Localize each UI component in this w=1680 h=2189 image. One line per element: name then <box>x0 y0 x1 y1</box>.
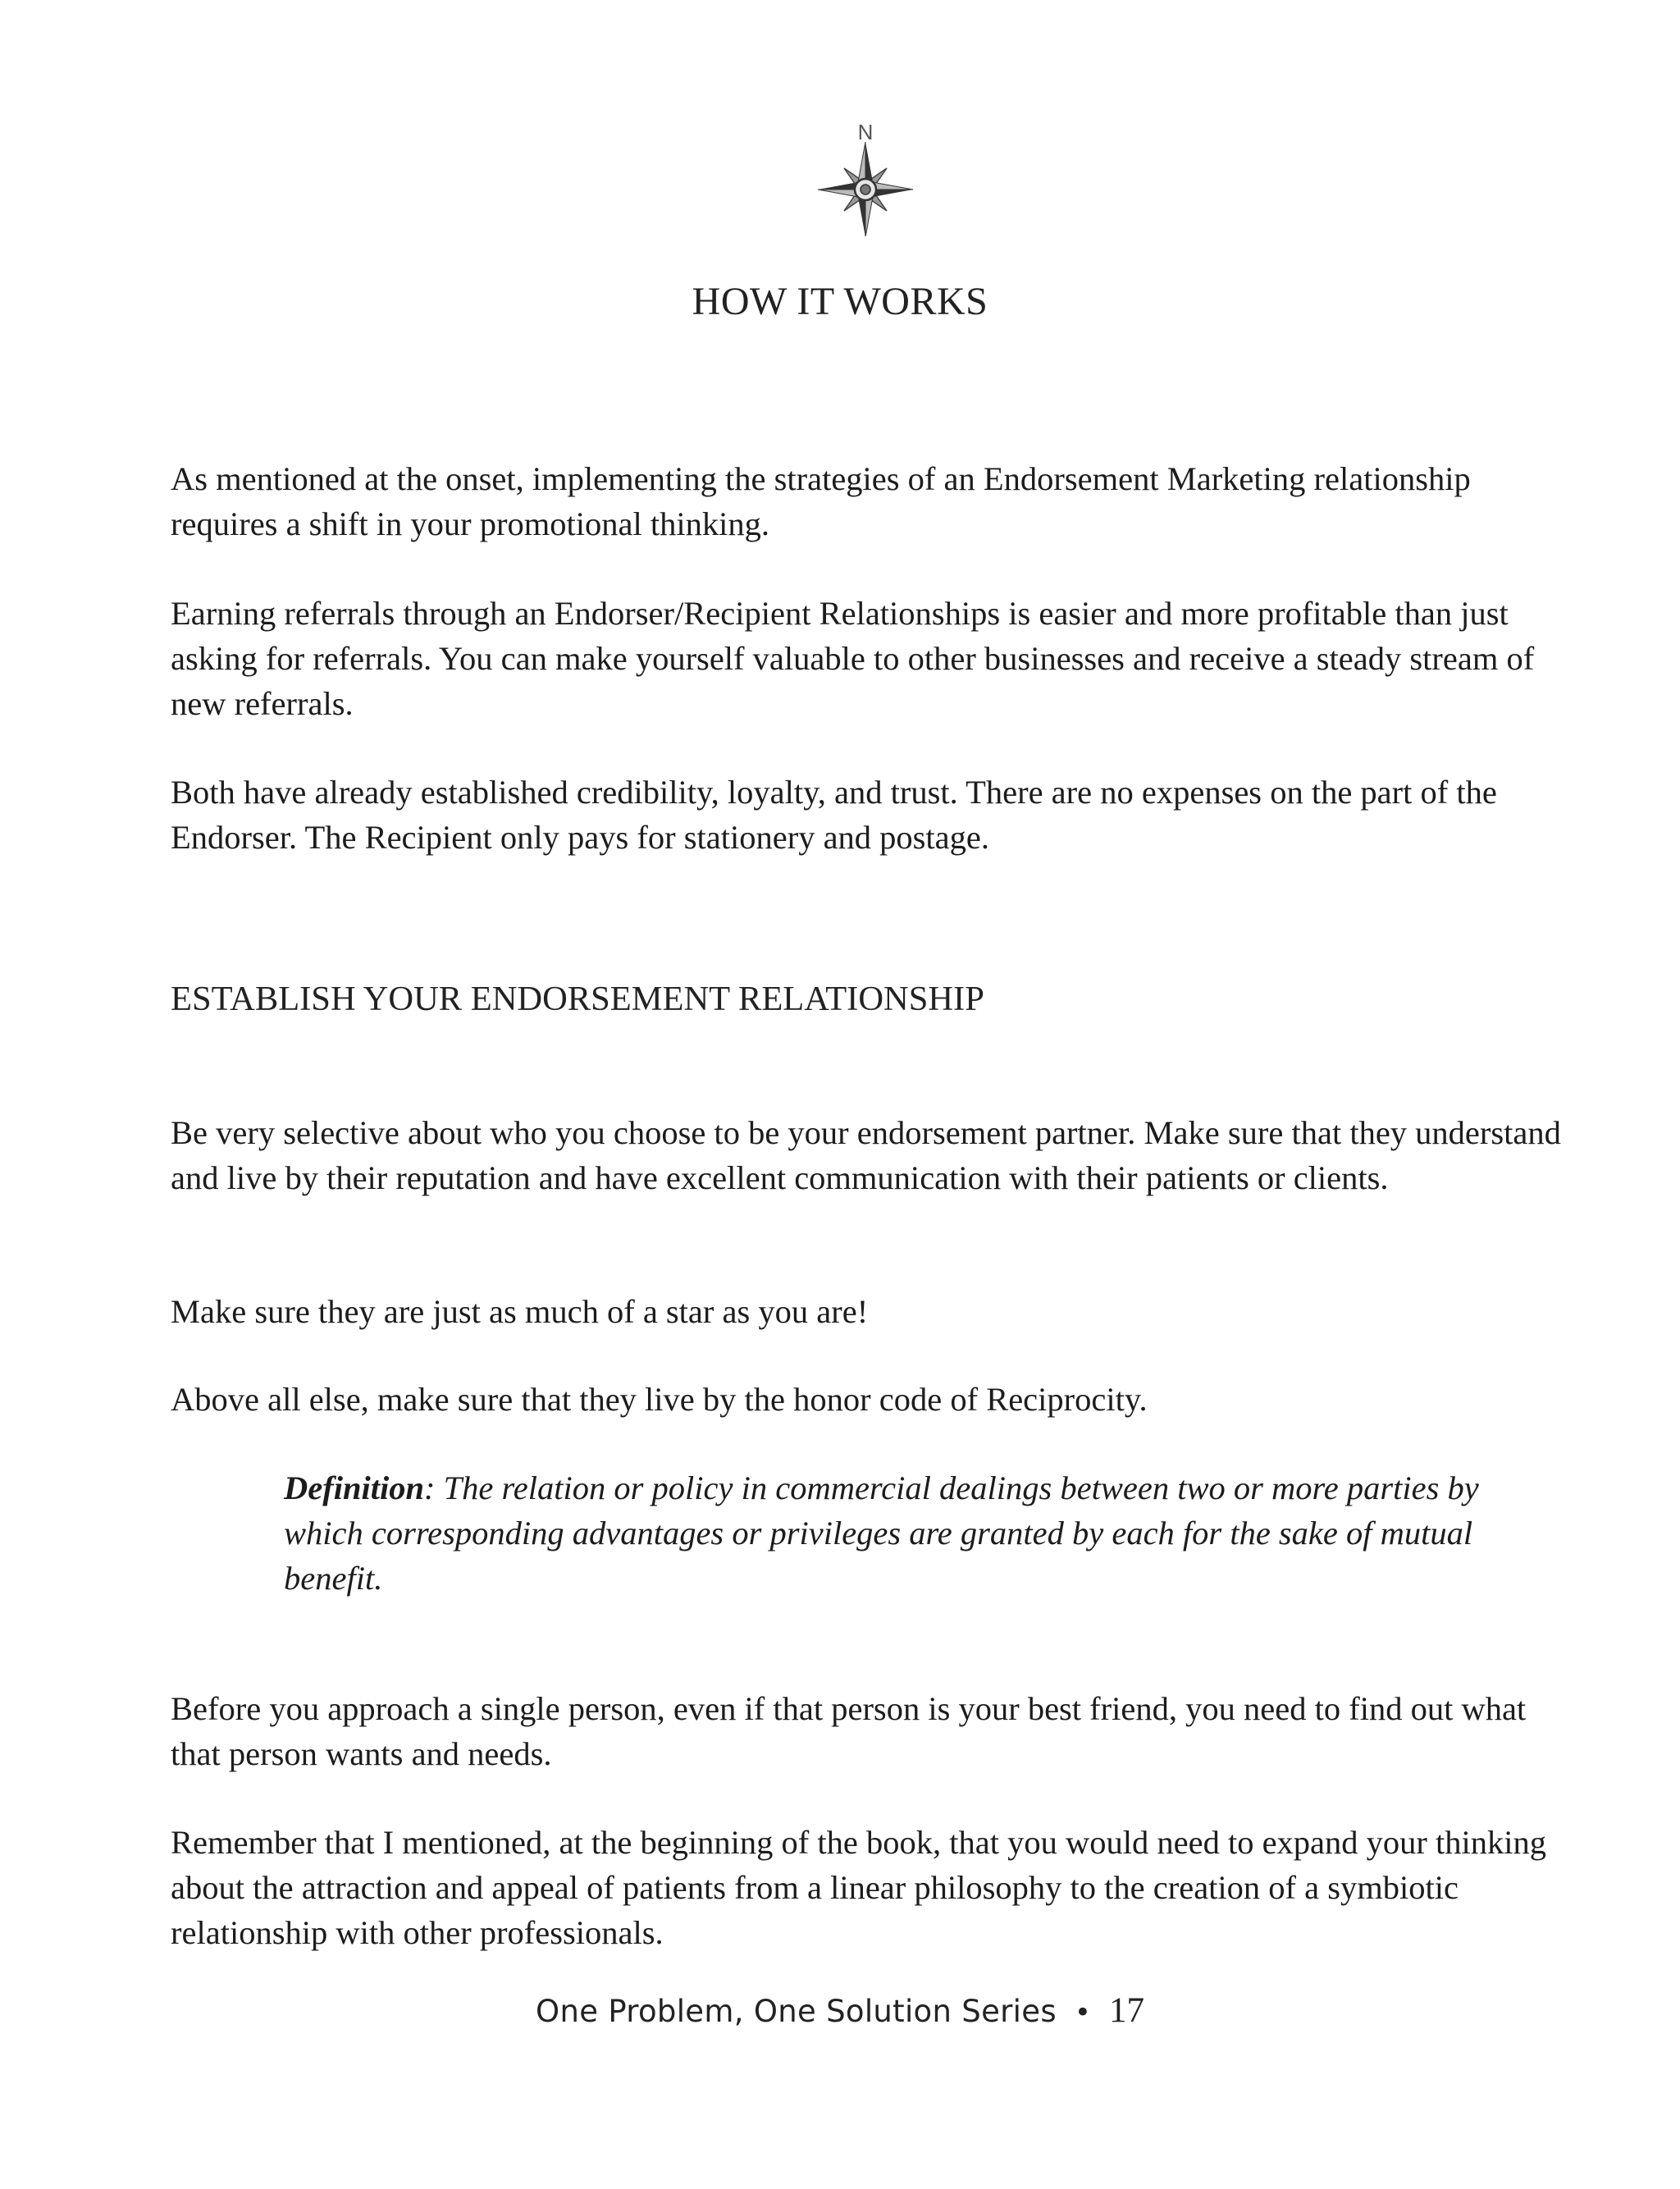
definition-text: : The relation or policy in commercial dealings between two or more parties by which corresponding advantages or privileges are granted by each for the sake of mutual benefit. <box>284 1469 1479 1597</box>
page-title: HOW IT WORKS <box>692 280 988 323</box>
page-number: 17 <box>1108 1991 1144 2030</box>
definition-block <box>284 1465 1564 1601</box>
paragraph-approach: Before you approach a single person, even if that person is your best friend, you need to find out what that person wants and needs. <box>171 1690 1527 1772</box>
paragraph-remember: Remember that I mentioned, at the beginning of the book, that you would need to expand your thinking about the attraction and appeal of patients from a linear philosophy to the creation of a symbiotic relationship with other professionals. <box>171 1824 1547 1951</box>
paragraph-selective: Be very selective about who you choose to be your endorsement partner. Make sure that they understand and live by their reputation and have excellent communication with their patients or clients. <box>171 1114 1561 1196</box>
paragraph-star: Make sure they are just as much of a star as you are! <box>171 1293 869 1330</box>
paragraph-reciprocity: Above all else, make sure that they live by the honor code of Reciprocity. <box>171 1381 1148 1418</box>
compass-rose-icon <box>812 121 919 236</box>
compass-north-letter: N <box>857 121 874 144</box>
paragraph-credibility: Both have already established credibility, loyalty, and trust. There are no expenses on the part of the Endorser. The Recipient only pays for stationery and postage. <box>171 774 1497 856</box>
page-footer <box>0 1988 1680 2036</box>
section-heading: ESTABLISH YOUR ENDORSEMENT RELATIONSHIP <box>171 980 984 1018</box>
definition-term: Definition <box>284 1469 425 1506</box>
footer-series-title: One Problem, One Solution Series <box>536 1994 1057 2029</box>
paragraph-intro: As mentioned at the onset, implementing the strategies of an Endorsement Marketing relationship requires a shift in your promotional thinking. <box>171 460 1471 542</box>
paragraph-earning-referrals: Earning referrals through an Endorser/Recipient Relationships is easier and more profitable than just asking for referrals. You can make yourself valuable to other businesses and receive a steady stream of new referrals. <box>171 595 1535 722</box>
footer-bullet: • <box>1074 1996 1091 2029</box>
